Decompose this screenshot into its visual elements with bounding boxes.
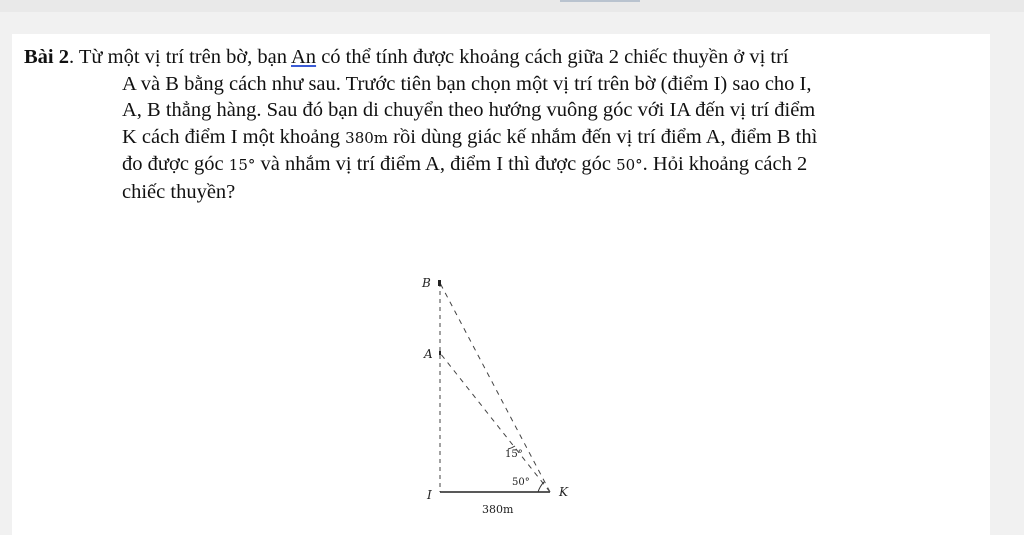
label-K: K xyxy=(559,485,568,499)
line-KA xyxy=(440,353,550,492)
point-A-marker xyxy=(439,351,441,355)
person-name: An xyxy=(291,46,317,68)
text-segment: rồi dùng giác kế nhắm đến vị trí điểm A, điểm B thì xyxy=(388,125,818,148)
geometry-figure xyxy=(412,234,612,519)
point-B-marker xyxy=(438,280,441,286)
label-angle-50: 50° xyxy=(512,477,530,488)
label-B: B xyxy=(422,276,431,290)
problem-label: Bài 2 xyxy=(24,46,69,68)
label-angle-15: 15° xyxy=(505,449,523,460)
window-top-bar xyxy=(0,0,1024,12)
text-segment: K cách điểm I một khoảng xyxy=(122,125,346,148)
text-segment: có thể tính được khoảng cách giữa 2 chiếc thuyền ở vị trí xyxy=(316,46,789,68)
document-page xyxy=(12,34,990,535)
angle-50-arc xyxy=(538,482,544,492)
angle-50-value: 50° xyxy=(616,156,643,174)
problem-line-1 xyxy=(24,44,974,71)
text-segment: . Từ một vị trí trên bờ, bạn xyxy=(69,46,291,68)
problem-line-3: A, B thẳng hàng. Sau đó bạn di chuyển theo hướng vuông góc với IA đến vị trí điểm xyxy=(122,99,816,121)
text-segment: . Hỏi khoảng cách 2 xyxy=(642,153,808,175)
label-base-380m: 380m xyxy=(482,503,514,516)
problem-line-2: A và B bằng cách như sau. Trước tiên bạn chọn một vị trí trên bờ (điểm I) sao cho I, xyxy=(122,72,812,95)
line-KB xyxy=(440,283,550,492)
top-accent-line xyxy=(560,0,640,2)
label-I: I xyxy=(427,488,432,502)
problem-line-6: chiếc thuyền? xyxy=(122,180,236,203)
angle-15-value: 15° xyxy=(228,156,256,174)
distance-value: 380m xyxy=(345,128,389,147)
text-segment: đo được góc xyxy=(122,153,229,175)
problem-line-4 xyxy=(24,124,974,152)
label-A: A xyxy=(424,347,433,361)
text-segment: và nhắm vị trí điểm A, điểm I thì được góc xyxy=(255,153,617,175)
problem-line-5 xyxy=(24,151,974,179)
problem-statement xyxy=(24,44,974,205)
